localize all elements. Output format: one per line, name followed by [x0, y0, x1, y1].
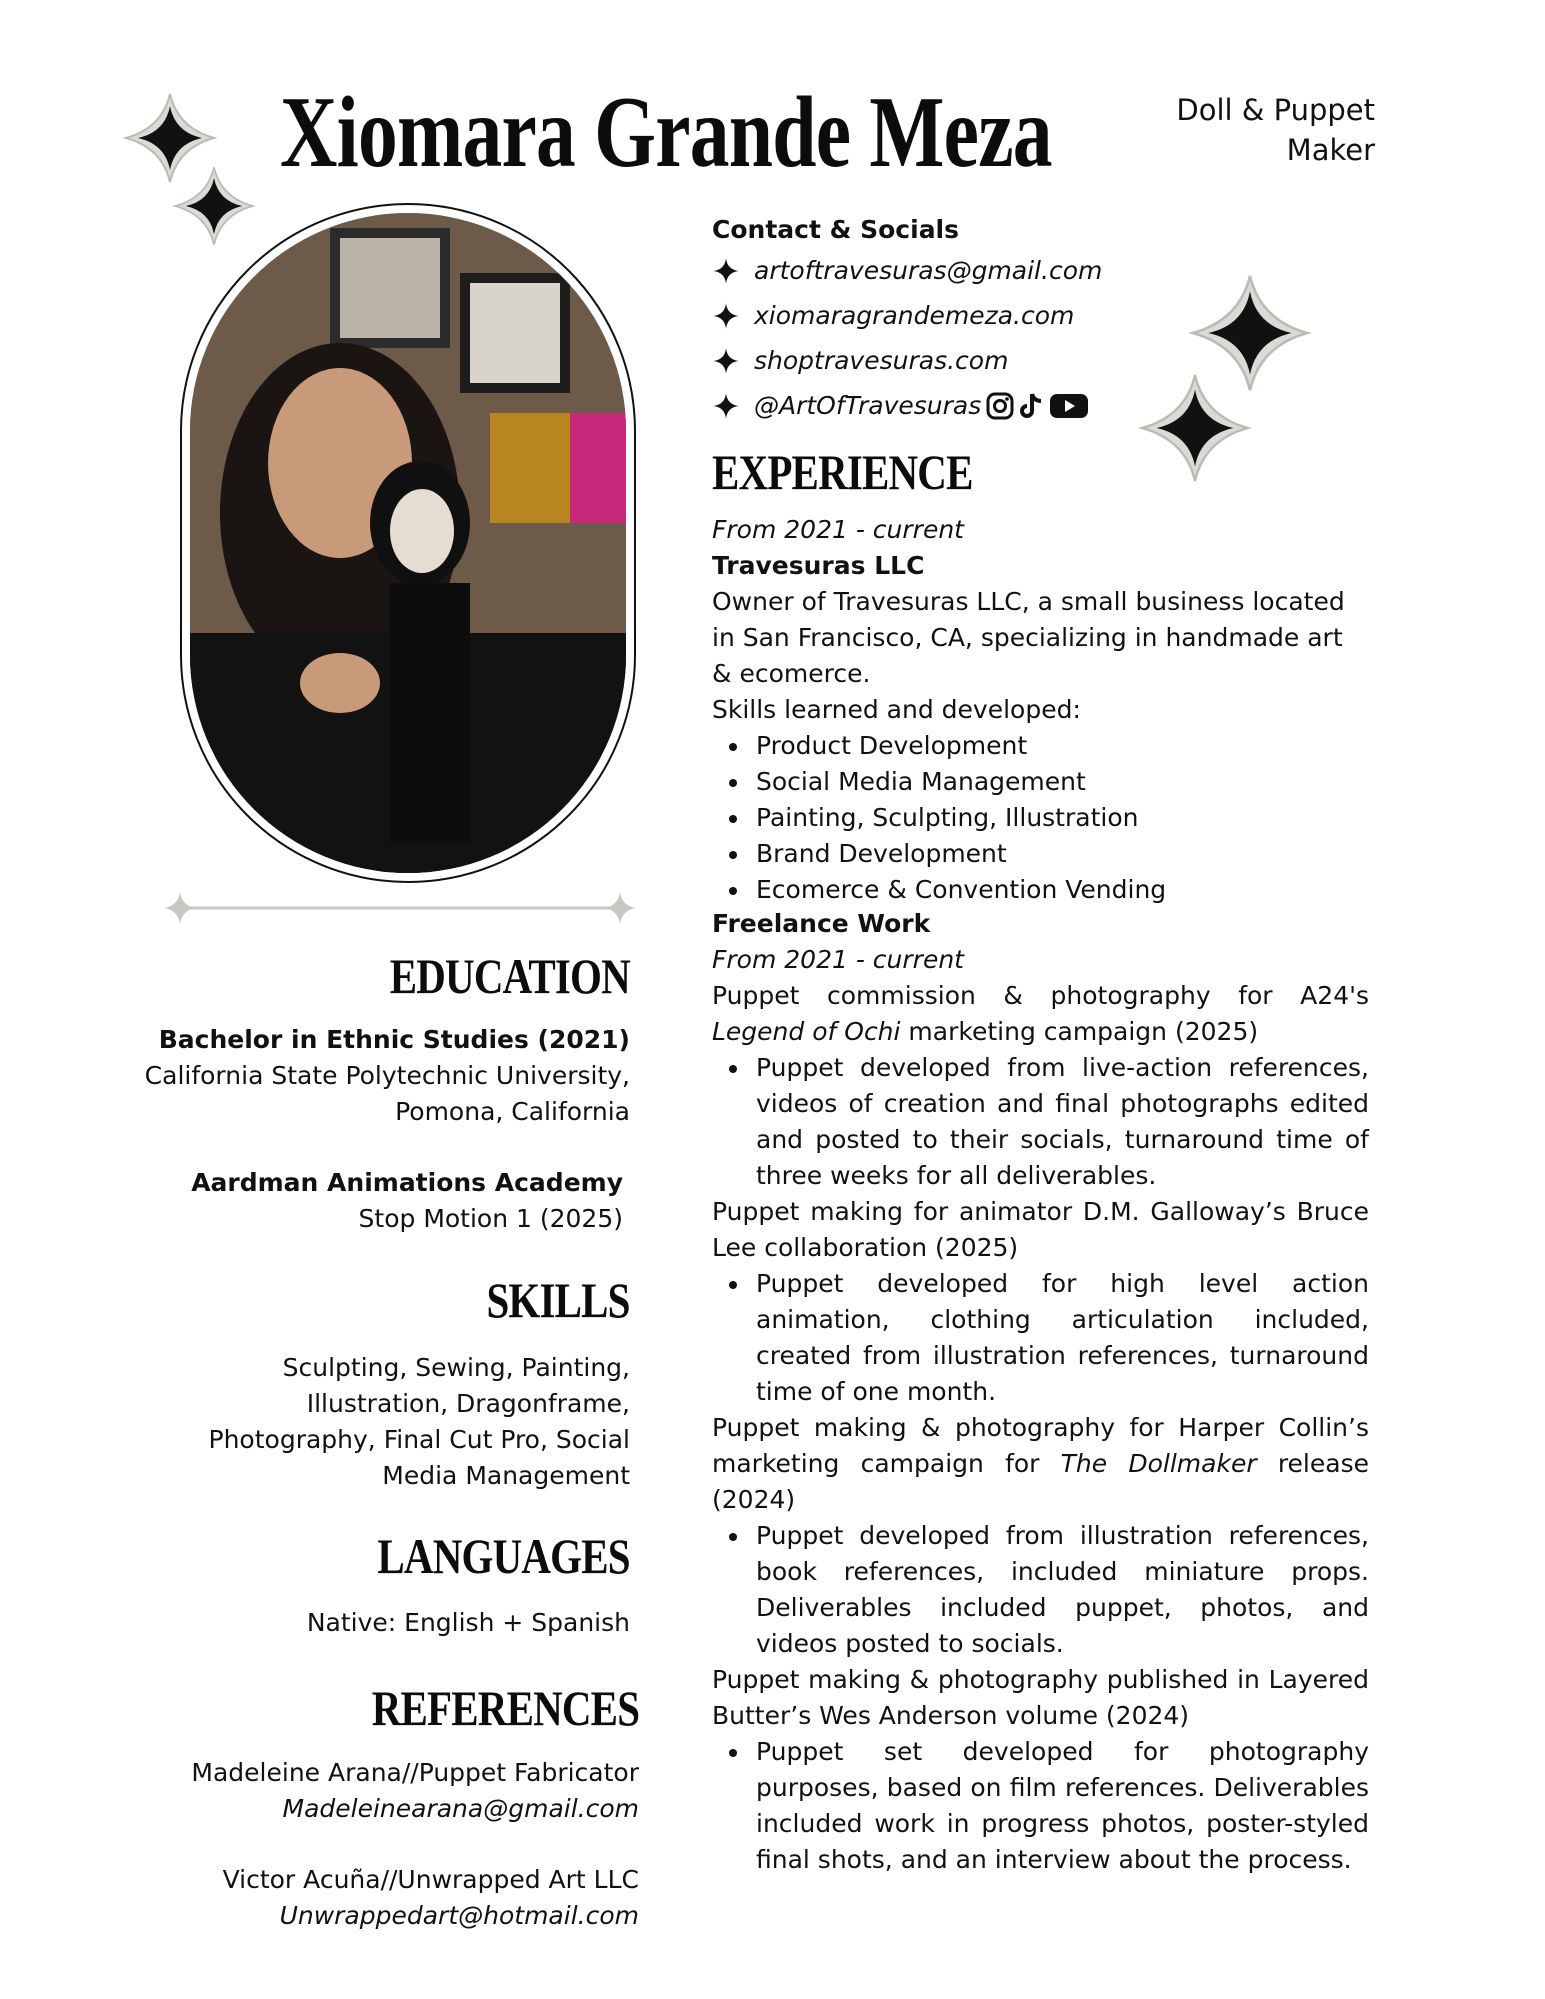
reference-2	[39, 1862, 639, 1934]
job-1-skills-list	[712, 728, 1369, 908]
skills-list	[30, 1350, 630, 1494]
list-item: Puppet set developed for photography purposes, based on film references. Deliverables included work in progress photos, poster-styled final shots, and an interview about the process.	[756, 1734, 1369, 1878]
academy-course: Stop Motion 1 (2025)	[358, 1204, 623, 1233]
list-item: Puppet developed from illustration references, book references, included miniature props. Deliverables included puppet, photos, and videos posted to socials.	[756, 1518, 1369, 1662]
contact-social-row	[712, 383, 1312, 428]
experience-job-2	[712, 906, 1369, 1878]
contact-list	[712, 248, 1312, 428]
reference-2-name: Victor Acuña//Unwrapped Art LLC	[222, 1865, 639, 1894]
instagram-icon[interactable]	[985, 391, 1015, 421]
job-1-company: Travesuras LLC	[712, 551, 925, 580]
languages-heading: LANGUAGES	[377, 1528, 630, 1584]
contact-social-handle[interactable]: @ArtOfTravesuras	[754, 390, 982, 420]
school-line2: Pomona, California	[395, 1097, 630, 1126]
skills-line: Illustration, Dragonframe,	[306, 1389, 630, 1418]
portrait-photo	[190, 213, 626, 873]
references-heading: REFERENCES	[371, 1680, 639, 1736]
sparkle-bullet-icon	[712, 347, 740, 375]
academy-section	[23, 1165, 623, 1237]
list-item: Brand Development	[756, 836, 1369, 872]
job-2-company: Freelance Work	[712, 909, 931, 938]
project-3-title: Puppet making & photography for Harper Collin’s marketing campaign for The Dollmaker release (2024)	[712, 1413, 1369, 1514]
job-2-dates: From 2021 - current	[712, 945, 964, 974]
reference-1	[39, 1755, 639, 1827]
project-2-details	[712, 1266, 1369, 1410]
list-item: Social Media Management	[756, 764, 1369, 800]
sparkle-bullet-icon	[712, 302, 740, 330]
reference-1-email[interactable]: Madeleinearana@gmail.com	[282, 1794, 639, 1823]
star-sticker-icon	[170, 162, 258, 250]
project-1-title: Puppet commission & photography for A24's Legend of Ochi marketing campaign (2025)	[712, 981, 1369, 1046]
job-1-dates: From 2021 - current	[712, 515, 964, 544]
project-2-title: Puppet making for animator D.M. Galloway’s Bruce Lee collaboration (2025)	[712, 1197, 1369, 1262]
portrait-illustration	[190, 213, 626, 873]
list-item: Puppet developed for high level action animation, clothing articulation included, created from illustration references, turnaround time of one month.	[756, 1266, 1369, 1410]
experience-job-1	[712, 512, 1369, 908]
list-item: Puppet developed from live-action references, videos of creation and final photographs edited and posted to their socials, turnaround time of three weeks for all deliverables.	[756, 1050, 1369, 1194]
skills-heading: SKILLS	[486, 1272, 630, 1328]
contact-shop[interactable]: shoptravesuras.com	[754, 345, 1009, 375]
contact-shop-row	[712, 338, 1312, 383]
contact-website-row	[712, 293, 1312, 338]
contact-heading: Contact & Socials	[712, 215, 960, 244]
youtube-icon[interactable]	[1049, 391, 1089, 421]
sparkle-bullet-icon	[712, 257, 740, 285]
job-1-skills-intro: Skills learned and developed:	[712, 695, 1081, 724]
education-section	[30, 1022, 630, 1130]
sparkle-bullet-icon	[712, 392, 740, 420]
education-heading: EDUCATION	[389, 948, 630, 1004]
role-title-line1: Doll & Puppet	[1176, 93, 1375, 127]
project-4-details	[712, 1734, 1369, 1878]
job-1-description: Owner of Travesuras LLC, a small business located in San Francisco, CA, specializing in handmade art & ecomerce.	[712, 587, 1345, 688]
role-title	[1125, 90, 1375, 170]
skills-line: Sculpting, Sewing, Painting,	[282, 1353, 630, 1382]
reference-1-name: Madeleine Arana//Puppet Fabricator	[191, 1758, 639, 1787]
skills-line: Media Management	[382, 1461, 630, 1490]
role-title-line2: Maker	[1286, 133, 1375, 167]
tiktok-icon[interactable]	[1019, 391, 1045, 421]
project-1-details	[712, 1050, 1369, 1194]
skills-line: Photography, Final Cut Pro, Social	[208, 1425, 630, 1454]
academy-title: Aardman Animations Academy	[191, 1168, 623, 1197]
project-3-details	[712, 1518, 1369, 1662]
contact-email-row	[712, 248, 1312, 293]
languages-text: Native: English + Spanish	[306, 1608, 630, 1637]
contact-website[interactable]: xiomaragrandemeza.com	[754, 300, 1075, 330]
list-item: Product Development	[756, 728, 1369, 764]
resume-name: Xiomara Grande Meza	[280, 76, 1052, 189]
list-item: Ecomerce & Convention Vending	[756, 872, 1369, 908]
project-4-title: Puppet making & photography published in Layered Butter’s Wes Anderson volume (2024)	[712, 1665, 1369, 1730]
experience-heading: EXPERIENCE	[712, 444, 973, 500]
reference-2-email[interactable]: Unwrappedart@hotmail.com	[279, 1901, 639, 1930]
contact-email[interactable]: artoftravesuras@gmail.com	[754, 255, 1103, 285]
degree-title: Bachelor in Ethnic Studies (2021)	[158, 1025, 630, 1054]
divider-line	[160, 888, 640, 928]
school-line1: California State Polytechnic University,	[144, 1061, 630, 1090]
list-item: Painting, Sculpting, Illustration	[756, 800, 1369, 836]
